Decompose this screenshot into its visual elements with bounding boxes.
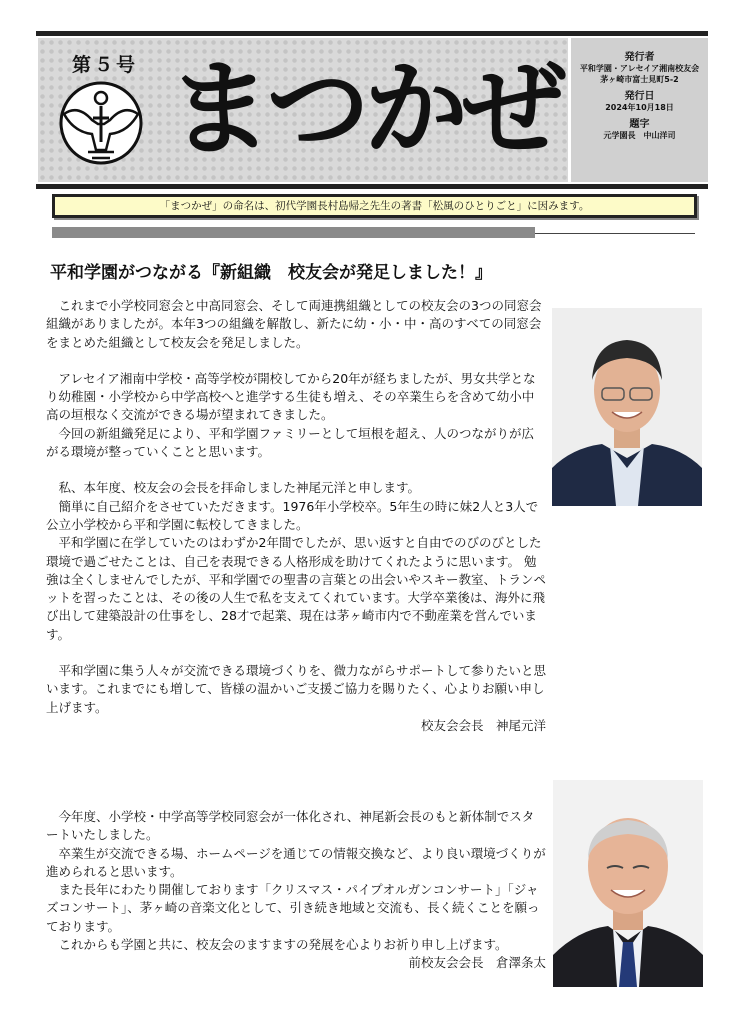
paragraph: これまで小学校同窓会と中高同窓会、そして両連携組織としての校友会の3つの同窓会組織がありましたが。本年3つの組織を解散し、新たに幼・小・中・高のすべての同窓会をまとめた組織として校友会を発足しました。 [46, 298, 542, 350]
signature-former-president: 前校友会会長 倉澤条太 [408, 955, 546, 971]
section-divider-line [535, 233, 695, 234]
paragraph: 平和学園に在学していたのはわずか2年間でしたが、思い返すと自由でのびのびとした環境で過ごせたことは、自己を表現できる人格形成を助けてくれたように思います。 勉強は全くしませんでしたが、平和学園での聖書の言葉との出会いやスキー教室、トランペットを習ったことは、その後の人生で私を支えてくれています。大学卒業後は、海外に飛び出して建築設計の仕事をし、28才で起業、現在は茅ヶ崎市内で不動産業を営んでいます。 [46, 535, 547, 642]
issue-number: 第５号 [72, 54, 139, 76]
issue-date: 2024年10月18日 [605, 103, 674, 112]
paragraph: これからも学園と共に、校友会のますますの発展を心よりお祈り申し上げます。 [46, 937, 508, 953]
title-calligrapher: 元学園長 中山洋司 [603, 131, 676, 140]
publisher-name: 平和学園・アレセイア湘南校友会 [579, 64, 700, 73]
newsletter-title: まつかぜ [168, 47, 561, 170]
dove-cross-logo-icon [58, 80, 144, 166]
paragraph: 私、本年度、校友会の会長を拝命しました神尾元洋と申します。 [46, 480, 421, 496]
publisher-address: 茅ヶ崎市富士見町5-2 [600, 75, 679, 84]
date-label: 発行日 [624, 91, 655, 102]
article-body-former-president [46, 808, 546, 973]
article-headline: 平和学園がつながる『新組織 校友会が発足しました！』 [50, 263, 492, 283]
paragraph: 今年度、小学校・中学高等学校同窓会が一体化され、神尾新会長のもと新体制でスタートいたしました。 [46, 809, 535, 843]
article-body-president [46, 297, 546, 735]
naming-notice: 「まつかぜ」の命名は、初代学園長村島帰之先生の著書「松風のひとりごと」に因みます。 [52, 194, 697, 218]
signature-president: 校友会会長 神尾元洋 [420, 717, 546, 733]
portrait-photo-president [552, 308, 702, 506]
paragraph: アレセイア湘南中学校・高等学校が開校してから20年が経ちましたが、男女共学となり幼稚園・小学校から中学高校へと進学する生徒も増え、その卒業生らを含めて幼小中高の垣根なく交流ができる場が望まれてきました。 [46, 370, 536, 423]
masthead-bottom-rule [36, 184, 708, 189]
section-divider-bar [52, 227, 535, 238]
publisher-label: 発行者 [624, 52, 655, 63]
paragraph: 簡単に自己紹介をさせていただきます。1976年小学校卒。5年生の時に妹2人と3人で公立小学校から平和学園に転校してきました。 [46, 498, 539, 532]
paragraph: また長年にわたり開催しております「クリスマス・パイプオルガンコンサート」「ジャズコンサート」、茅ヶ崎の音楽文化として、引き続き地域と交流も、長く続くことを願っております。 [46, 882, 540, 934]
publisher-info-box [571, 38, 708, 182]
paragraph: 平和学園に集う人々が交流できる環境づくりを、微力ながらサポートして参りたいと思います。これまでにも増して、皆様の温かいご支援ご協力を賜りたく、心よりお願い申し上げます。 [46, 663, 547, 715]
title-calligrapher-label: 題字 [629, 119, 650, 130]
paragraph: 今回の新組織発足により、平和学園ファミリーとして垣根を超え、人のつながりが広がる環境が整っていくことと思います。 [46, 425, 535, 460]
portrait-photo-former-president [553, 780, 703, 987]
paragraph: 卒業生が交流できる場、ホームページを通じての情報交換など、より良い環境づくりが進められると思います。 [46, 845, 546, 879]
